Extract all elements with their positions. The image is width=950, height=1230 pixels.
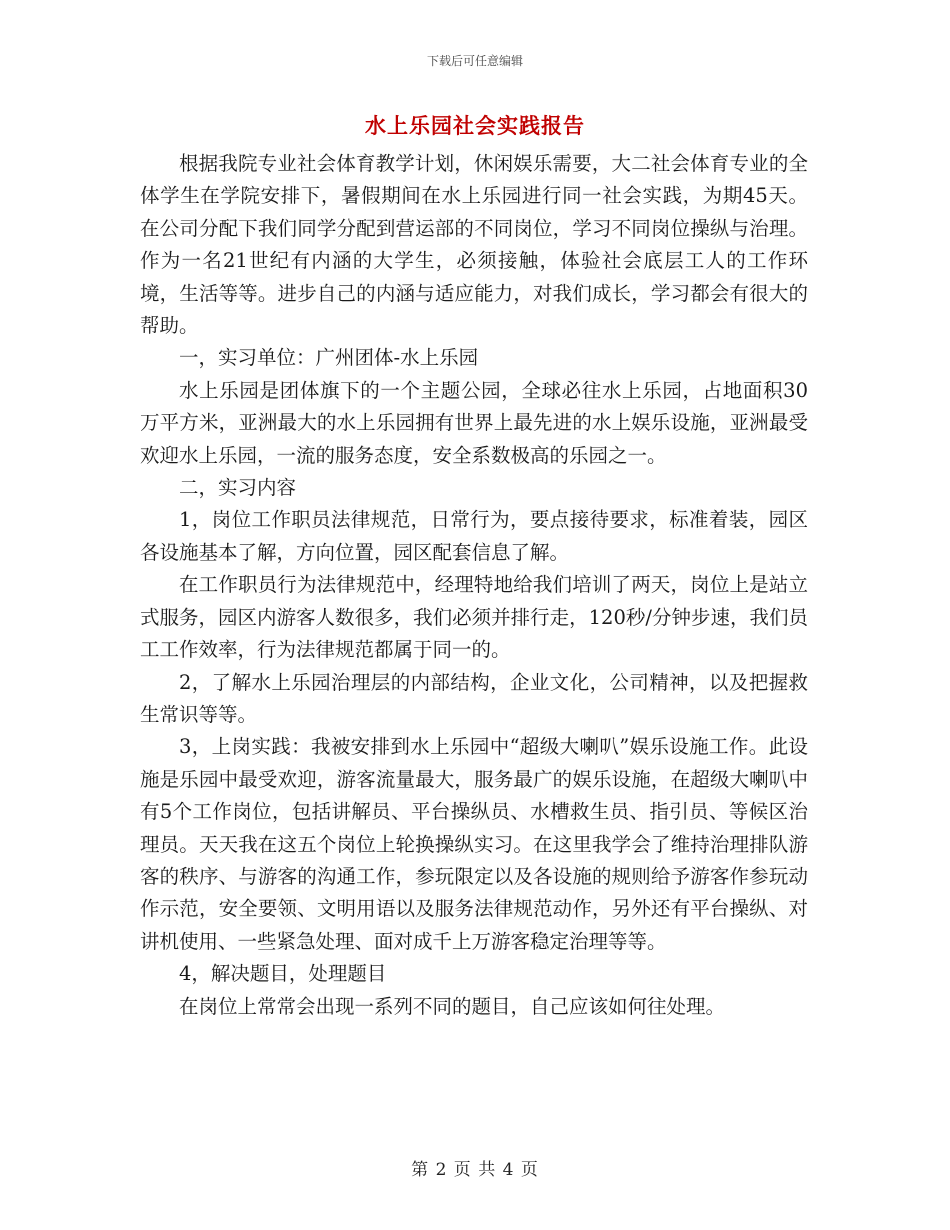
heading-internship-content: 二，实习内容	[179, 476, 297, 500]
document-title: 水上乐园社会实践报告	[365, 113, 585, 138]
paragraph-item-1: 1，岗位工作职员法律规范，日常行为，要点接待要求，标准着装，园区各设施基本了解，方向位置，园区配套信息了解。	[140, 508, 808, 564]
paragraph-intro: 根据我院专业社会体育教学计划，休闲娱乐需要，大二社会体育专业的全体学生在学院安排下，暑假期间在水上乐园进行同一社会实践，为期45天。在公司分配下我们同学分配到营运部的不同岗位，学习不同岗位操纵与治理。作为一名21世纪有内涵的大学生，必须接触，体验社会底层工人的工作环境，生活等等。进步自己的内涵与适应能力，对我们成长，学习都会有很大的帮助。	[140, 152, 808, 338]
paragraph-park-description: 水上乐园是团体旗下的一个主题公园，全球必往水上乐园，占地面积30万平方米，亚洲最大的水上乐园拥有世界上最先进的水上娱乐设施，亚洲最受欢迎水上乐园，一流的服务态度，安全系数极高的乐园之一。	[140, 378, 808, 467]
paragraph-item-4: 4，解决题目，处理题目	[179, 962, 387, 986]
page-footer: 第 2 页 共 4 页	[411, 1160, 539, 1180]
paragraph-training: 在工作职员行为法律规范中，经理特地给我们培训了两天，岗位上是站立式服务，园区内游客人数很多，我们必须并排行走，120秒/分钟步速，我们员工工作效率，行为法律规范都属于同一的。	[140, 573, 808, 662]
heading-internship-unit: 一，实习单位：广州团体-水上乐园	[179, 346, 479, 370]
paragraph-item-2: 2，了解水上乐园治理层的内部结构，企业文化，公司精神，以及把握救生常识等等。	[140, 670, 808, 726]
header-note: 下载后可任意编辑	[426, 54, 523, 68]
paragraph-problems: 在岗位上常常会出现一系列不同的题目，自己应该如何往处理。	[179, 994, 726, 1018]
document-body	[140, 148, 808, 1023]
paragraph-item-3: 3，上岗实践：我被安排到水上乐园中“超级大喇叭”娱乐设施工作。此设施是乐园中最受欢迎，游客流量最大，服务最广的娱乐设施，在超级大喇叭中有5个工作岗位，包括讲解员、平台操纵员、水槽救生员、指引员、等候区治理员。天天我在这五个岗位上轮换操纵实习。在这里我学会了维持治理排队游客的秩序、与游客的沟通工作，参玩限定以及各设施的规则给予游客作参玩动作示范，安全要领、文明用语以及服务法律规范动作，另外还有平台操纵、对讲机使用、一些紧急处理、面对成千上万游客稳定治理等等。	[140, 735, 808, 953]
